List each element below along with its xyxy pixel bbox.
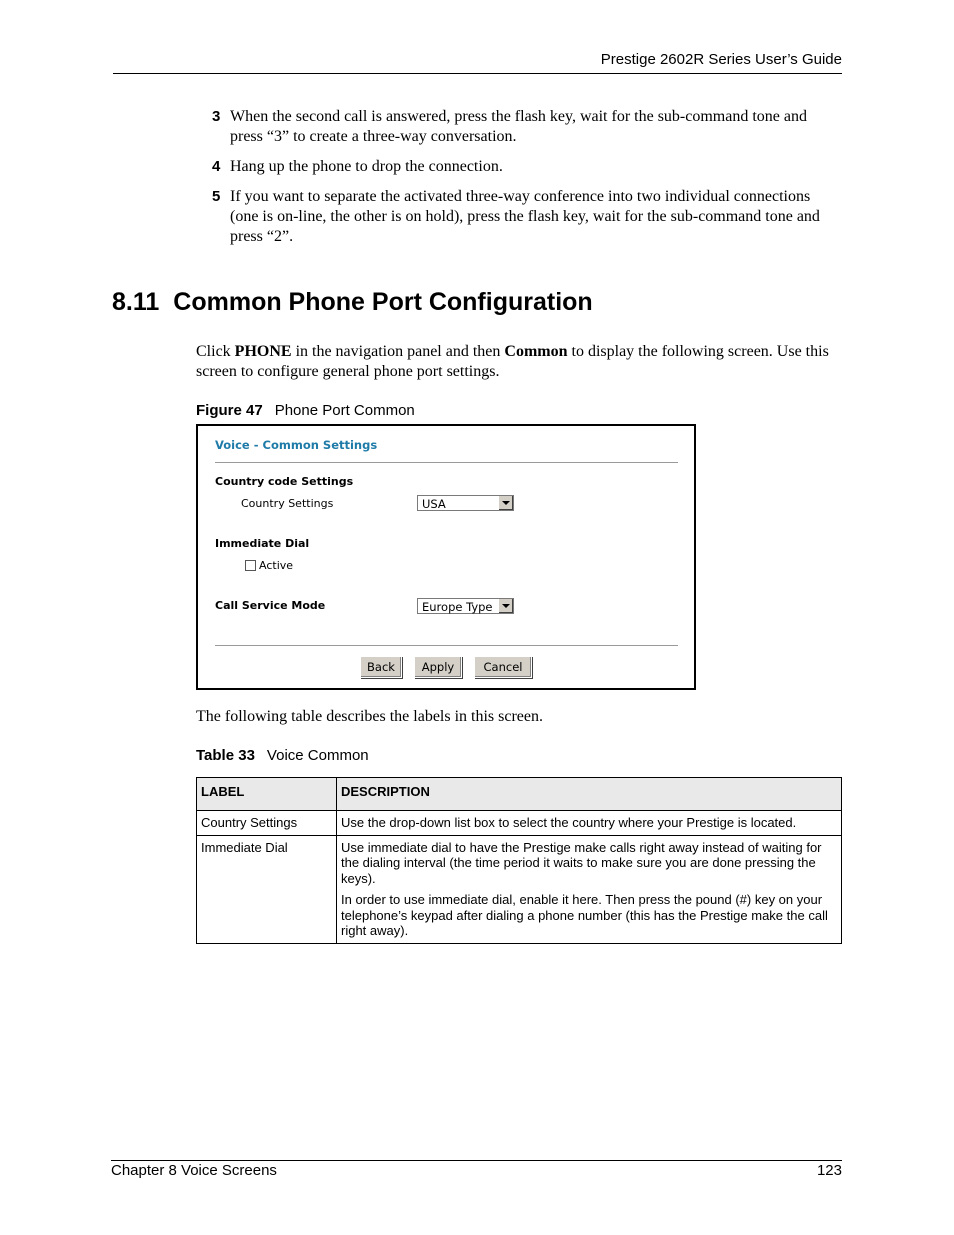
step-text: Hang up the phone to drop the connection.	[230, 158, 503, 175]
row-description	[337, 835, 842, 943]
intro-bold-phone: PHONE	[234, 343, 292, 360]
intro-paragraph	[196, 342, 846, 382]
screen-divider	[215, 645, 678, 646]
call-service-mode-heading: Call Service Mode	[215, 599, 326, 612]
description-text: In order to use immediate dial, enable it here. Then press the pound (#) key on your telephone’s keypad after dialing a phone number (this has the Prestige make the call right away).	[341, 892, 828, 938]
table-header-row	[197, 778, 842, 811]
footer-rule	[111, 1160, 842, 1161]
cancel-button[interactable]: Cancel	[474, 656, 532, 678]
figure-caption	[196, 402, 415, 419]
intro-text: Click	[196, 343, 235, 360]
step-number: 3	[212, 108, 221, 125]
figure-label: Figure 47	[196, 402, 263, 419]
description-table	[196, 777, 842, 944]
chevron-down-icon[interactable]	[498, 496, 513, 510]
section-number: 8.11	[112, 288, 160, 316]
active-checkbox[interactable]	[245, 560, 256, 571]
step-5	[212, 187, 842, 247]
back-button[interactable]: Back	[360, 656, 402, 678]
row-label: Immediate Dial	[197, 835, 337, 943]
table-label: Table 33	[196, 747, 255, 764]
table-caption	[196, 747, 369, 764]
table-title: Voice Common	[266, 747, 369, 764]
country-code-heading: Country code Settings	[215, 475, 354, 488]
step-3	[212, 107, 842, 147]
header-rule	[113, 73, 842, 74]
country-settings-label: Country Settings	[241, 497, 334, 510]
apply-button[interactable]: Apply	[414, 656, 462, 678]
immediate-dial-heading: Immediate Dial	[215, 537, 310, 550]
step-text: If you want to separate the activated three-way conference into two individual connections (one is on-line, the other is on hold), press the flash key, wait for the sub-command tone and press “2”.	[230, 188, 820, 245]
step-4	[212, 157, 842, 177]
screen-title: Voice - Common Settings	[215, 438, 378, 452]
row-label: Country Settings	[197, 811, 337, 836]
chevron-down-icon[interactable]	[498, 599, 513, 613]
screen-divider	[215, 462, 678, 463]
step-number: 5	[212, 188, 221, 205]
country-select[interactable]	[417, 495, 514, 511]
section-heading	[112, 288, 593, 317]
section-title: Common Phone Port Configuration	[173, 288, 593, 316]
figure-title: Phone Port Common	[274, 402, 415, 419]
table-row	[197, 835, 842, 943]
row-description	[337, 811, 842, 836]
call-mode-select[interactable]	[417, 598, 514, 614]
header-label: LABEL	[197, 778, 337, 811]
intro-text: in the navigation panel and then	[291, 343, 505, 360]
active-label: Active	[259, 559, 294, 572]
step-text: When the second call is answered, press the flash key, wait for the sub-command tone and press “3” to create a three-way conversation.	[230, 108, 807, 145]
footer-chapter: Chapter 8 Voice Screens	[111, 1162, 277, 1179]
description-text: Use the drop-down list box to select the country where your Prestige is located.	[341, 815, 797, 830]
table-row	[197, 811, 842, 836]
intro-text: to display the following screen. Use this screen to configure general phone port settings.	[196, 343, 829, 380]
call-mode-select-value: Europe Type	[422, 600, 493, 614]
header-description: DESCRIPTION	[337, 778, 842, 811]
screenshot-figure	[196, 424, 696, 690]
country-select-value: USA	[422, 497, 446, 511]
page-number: 123	[816, 1162, 842, 1179]
running-header: Prestige 2602R Series User’s Guide	[600, 51, 842, 68]
description-text: Use immediate dial to have the Prestige make calls right away instead of waiting for the dialing interval (the time period it waits to make sure you are done pressing the keys).	[341, 839, 822, 886]
step-number: 4	[212, 158, 221, 175]
intro-bold-common: Common	[504, 343, 568, 360]
table-intro: The following table describes the labels in this screen.	[196, 708, 544, 725]
